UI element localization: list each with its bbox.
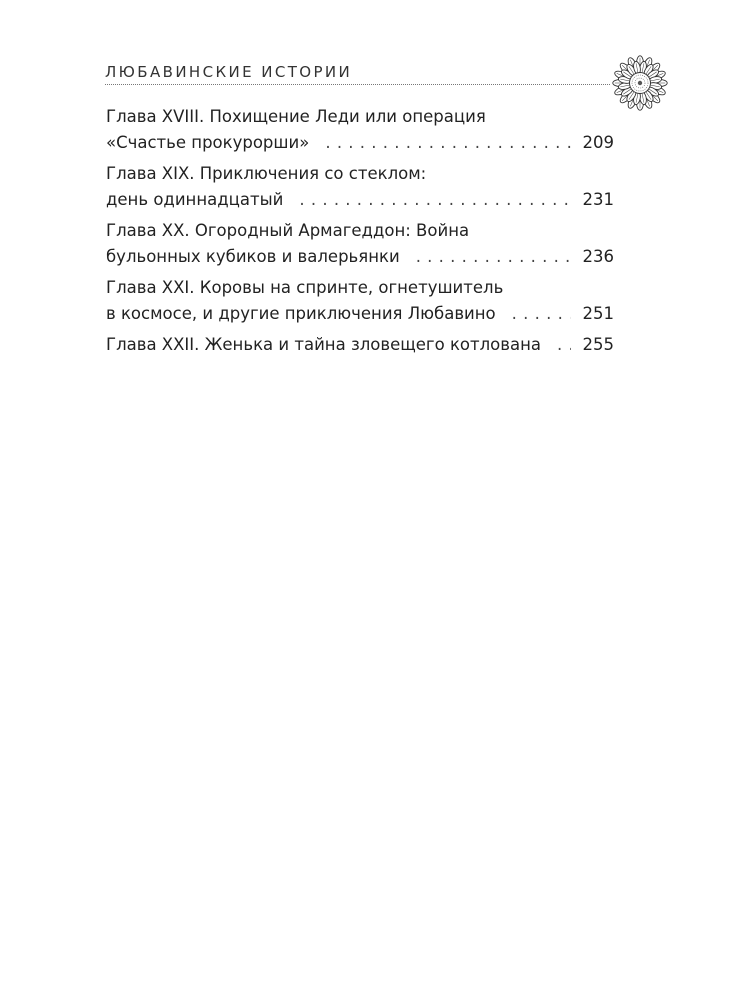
toc-entry-title-end: бульонных кубиков и валерьянки [106, 247, 400, 266]
toc-entry-title-line: Глава XVIII. Похищение Леди или операция [106, 107, 486, 126]
sunflower-icon [612, 55, 668, 111]
toc-entry-title-end: день одиннадцатый [106, 190, 284, 209]
toc-dot-leader [512, 301, 571, 327]
header-dotted-rule [105, 84, 610, 85]
toc-page-number: 209 [582, 133, 614, 152]
toc-dot-leader [325, 130, 570, 156]
toc-page-number: 255 [582, 335, 614, 354]
toc-entry-last-line [106, 301, 614, 327]
toc-dot-leader [299, 187, 570, 213]
toc-page-number: 231 [582, 190, 614, 209]
toc-entry-last-line [106, 244, 614, 270]
toc-entry[interactable] [106, 218, 614, 270]
toc-page-number: 236 [582, 247, 614, 266]
toc-entry-title-line: Глава XIX. Приключения со стеклом: [106, 164, 427, 183]
toc-entry-title-line: Глава XXI. Коровы на спринте, огнетушитель [106, 278, 504, 297]
toc-entry-last-line [106, 187, 614, 213]
toc-entry-last-line [106, 332, 614, 358]
running-head: ЛЮБАВИНСКИЕ ИСТОРИИ [105, 63, 353, 81]
toc-entry-last-line [106, 130, 614, 156]
toc-entry[interactable] [106, 275, 614, 327]
toc-entry-title-end: в космосе, и другие приключения Любавино [106, 304, 496, 323]
toc-entry-title-end: Глава XXII. Женька и тайна зловещего котлована [106, 335, 541, 354]
toc-entry-title-end: «Счастье прокурорши» [106, 133, 310, 152]
toc-dot-leader [416, 244, 571, 270]
toc-entry[interactable] [106, 161, 614, 213]
toc-entry-title-line: Глава XX. Огородный Армагеддон: Война [106, 221, 470, 240]
toc-entry[interactable] [106, 104, 614, 156]
toc-entry[interactable] [106, 332, 614, 358]
table-of-contents [106, 104, 614, 363]
toc-dot-leader [557, 332, 571, 358]
toc-page-number: 251 [582, 304, 614, 323]
